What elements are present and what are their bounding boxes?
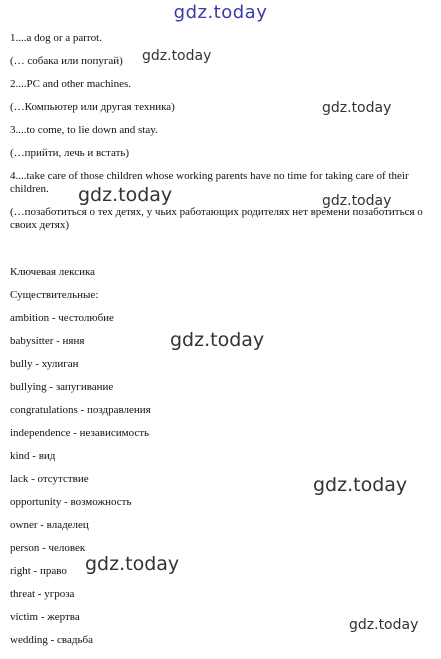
watermark: gdz.today xyxy=(322,193,392,209)
vocab-item: wedding - свадьба xyxy=(10,634,93,646)
answer-4: 4....take care of those children whose working parents have no time for taking care of their children. xyxy=(10,170,409,195)
vocab-item: right - право xyxy=(10,565,67,577)
answer-2-translation: (…Компьютер или другая техника) xyxy=(10,101,175,113)
nouns-heading: Существительные: xyxy=(10,289,99,301)
vocab-item: ambition - честолюбие xyxy=(10,312,114,324)
vocab-item: threat - угроза xyxy=(10,588,75,600)
vocab-item: owner - владелец xyxy=(10,519,89,531)
vocab-item: bullying - запугивание xyxy=(10,381,114,393)
answer-2: 2....PC and other machines. xyxy=(10,78,131,90)
watermark: gdz.today xyxy=(85,553,180,575)
answer-3-translation: (…прийти, лечь и встать) xyxy=(10,147,130,159)
vocab-item: bully - хулиган xyxy=(10,358,79,370)
watermark: gdz.today xyxy=(349,617,419,633)
vocab-item: victim - жертва xyxy=(10,611,80,623)
vocab-item: congratulations - поздравления xyxy=(10,404,151,416)
vocab-heading: Ключевая лексика xyxy=(10,266,96,278)
watermark: gdz.today xyxy=(142,48,212,64)
answer-4-translation: (…позаботиться о тех детях, у чьих работающих родителях нет времени позаботиться о своих детях) xyxy=(10,206,423,231)
vocab-item: kind - вид xyxy=(10,450,56,462)
answer-3: 3....to come, to lie down and stay. xyxy=(10,124,158,136)
answer-1: 1....a dog or a parrot. xyxy=(10,32,102,44)
vocab-item: lack - отсутствие xyxy=(10,473,89,485)
watermark: gdz.today xyxy=(313,474,408,496)
vocab-item: independence - независимость xyxy=(10,427,150,439)
vocab-item: opportunity - возможность xyxy=(10,496,132,508)
watermark: gdz.today xyxy=(78,184,173,206)
watermark: gdz.today xyxy=(170,329,265,351)
header-watermark: gdz.today xyxy=(173,2,268,23)
watermark: gdz.today xyxy=(322,100,392,116)
answer-1-translation: (… собака или попугай) xyxy=(10,55,123,67)
vocab-item: babysitter - няня xyxy=(10,335,85,347)
vocab-item: person - человек xyxy=(10,542,86,554)
